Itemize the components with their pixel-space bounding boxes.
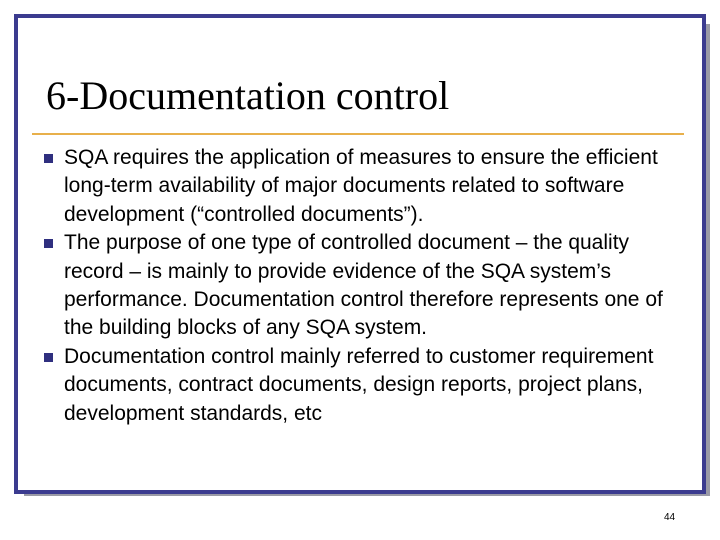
slide-title: 6-Documentation control (46, 73, 450, 118)
square-bullet-icon (44, 154, 53, 163)
bullet-text: The purpose of one type of controlled document – the quality record – is mainly to provide evidence of the SQA system’s performance. Documentation control therefore represents one of the building blocks of any SQA system. (64, 231, 663, 340)
square-bullet-icon (44, 353, 53, 362)
bullet-text: Documentation control mainly referred to customer requirement documents, contract documents, design reports, project plans, development standards, etc (64, 344, 654, 425)
frame-shadow-right (706, 24, 710, 494)
page-number: 44 (664, 512, 676, 523)
bullet-item (44, 144, 684, 229)
title-divider (32, 133, 684, 135)
bullet-item (44, 343, 684, 428)
square-bullet-icon (44, 239, 53, 248)
bullet-item (44, 229, 684, 343)
bullet-text: SQA requires the application of measures to ensure the efficient long-term availability of major documents related to software development (“controlled documents”). (64, 146, 658, 226)
bullet-list (44, 144, 684, 428)
